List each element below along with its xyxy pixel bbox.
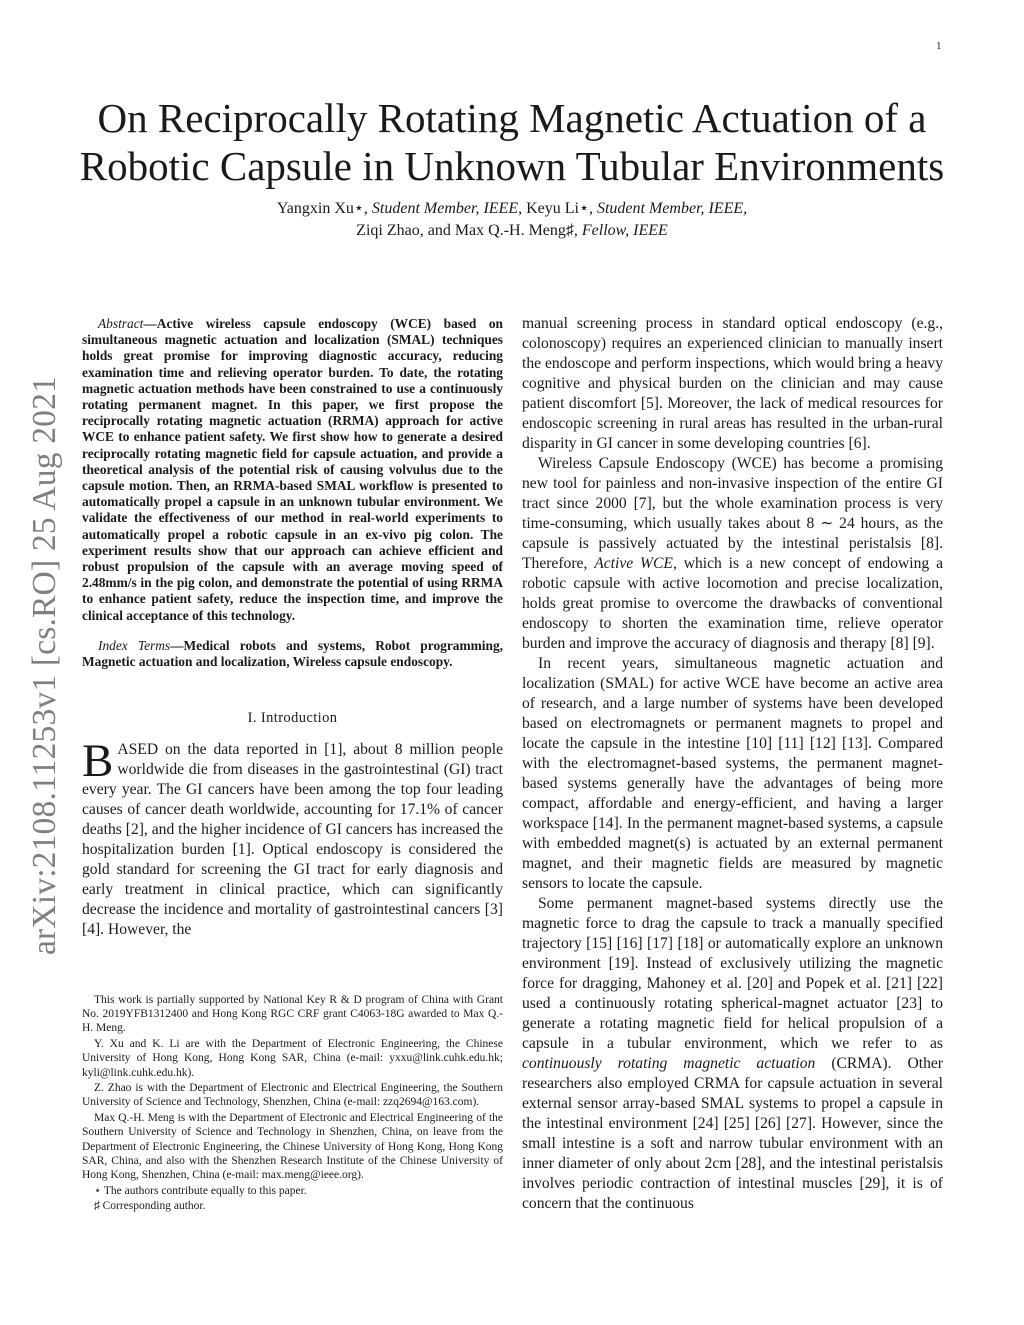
- author-list: [80, 198, 944, 242]
- intro-paragraph-5: [522, 894, 943, 1214]
- paragraph-text: Wireless Capsule Endoscopy (WCE) has become a promising new tool for painless and non-invasive inspection of the entire GI tract since 2000 [7], but the whole examination process is very time-consuming, which usually takes about 8 ∼ 24 hours, as the capsule is passively actuated by the intestinal peristalsis [8]. Therefore,: [522, 455, 943, 572]
- abstract-label: Abstract: [98, 316, 144, 331]
- page-number: 1: [936, 40, 942, 52]
- index-terms: [82, 638, 503, 670]
- author-line-1: [80, 198, 944, 220]
- section-heading-introduction: I. Introduction: [247, 710, 338, 727]
- left-column: [82, 316, 503, 940]
- paper-title: [60, 94, 964, 190]
- abstract-text: —Active wireless capsule endoscopy (WCE) based on simultaneous magnetic actuation and localization (SMAL) techniques holds great promise for improving diagnostic accuracy, reducing examination time and relieving operator burden. To date, the rotating magnetic actuation methods have been constrained to use a continuously rotating permanent magnet. In this paper, we first propose the reciprocally rotating magnetic actuation (RRMA) approach for active WCE to enhance patient safety. We first show how to generate a desired reciprocally rotating magnetic field for capsule actuation, and provide a theoretical analysis of the potential risk of causing volvulus due to the capsule motion. Then, an RRMA-based SMAL workflow is presented to automatically propel a capsule in an unknown tubular environment. We validate the effectiveness of our method in real-world experiments to automatically propel a robotic capsule in an ex-vivo pig colon. The experiment results show that our approach can achieve efficient and robust propulsion of the capsule with an average moving speed of 2.48mm/s in the pig colon, and demonstrate the potential of using RRMA to enhance patient safety, reduce the inspection time, and improve the clinical acceptance of this technology.: [82, 316, 503, 623]
- intro-paragraph-1: [82, 735, 503, 940]
- right-column: [522, 314, 943, 1214]
- equal-contribution-mark: ⋆,: [578, 200, 597, 217]
- footnote-corresponding-author: ♯ Corresponding author.: [94, 1200, 206, 1213]
- intro-paragraph-3: [522, 454, 943, 654]
- intro-paragraph-4: In recent years, simultaneous magnetic actuation and localization (SMAL) for active WCE have become an active area of research, and a large number of systems have been developed based on electromagnets or permanent magnets to propel and locate the capsule in the intestine [10] [11] [12] [13]. Compared with the electromagnet-based systems, the permanent magnet-based systems generally have the advantages of being more compact, affordable and energy-efficient, and having a larger workspace [14]. In the permanent magnet-based systems, a capsule with embedded magnet(s) is actuated by an external permanent magnet, and their magnetic fields are measured by magnetic sensors to locate the capsule.: [522, 655, 943, 892]
- footnote-affiliation-xu-li: Y. Xu and K. Li are with the Department of Electronic Engineering, the Chinese University of Hong Kong, Hong Kong SAR, China (e-mail: yxxu@link.cuhk.edu.hk; kyli@link.cuhk.edu.hk).: [82, 1038, 503, 1079]
- corresponding-author-mark: ♯,: [565, 222, 582, 239]
- author-role: Student Member, IEEE,: [596, 200, 748, 217]
- footnote-affiliation-meng: Max Q.-H. Meng is with the Department of Electronic and Electrical Engineering of the Southern University of Science and Technology in Shenzhen, China, on leave from the Department of Electronic Engineering, the Chinese University of Hong Kong, Hong Kong SAR, China, and also with the Shenzhen Research Institute of the Chinese University of Hong Kong, Shenzhen, China (e-mail: max.meng@ieee.org).: [82, 1112, 503, 1181]
- author-line-2: [80, 220, 944, 242]
- intro-paragraph-2: manual screening process in standard optical endoscopy (e.g., colonoscopy) requires an experienced clinician to manually insert the endoscope and perform inspections, which would bring a heavy cognitive and physical burden on the clinician and may cause patient discomfort [5]. Moreover, the lack of medical resources for endoscopic screening in rural areas has resulted in the urban-rural disparity in GI cancer in some developing countries [6].: [522, 315, 943, 452]
- paragraph-text: , which is a new concept of endowing a robotic capsule with active locomotion and precise localization, holds great promise to overcome the drawbacks of conventional endoscopy to shorten the examination time, relieve operator burden and improve the accuracy of diagnosis and therapy [8] [9].: [522, 555, 943, 652]
- footnote-equal-contribution: ⋆ The authors contribute equally to this paper.: [94, 1184, 307, 1197]
- emphasis-active-wce: Active WCE: [594, 555, 673, 572]
- title-line-1: On Reciprocally Rotating Magnetic Actuation of a: [97, 95, 927, 141]
- footnotes: [82, 993, 503, 1215]
- abstract-paragraph: [82, 316, 503, 624]
- index-terms-paragraph: [82, 638, 503, 670]
- intro-paragraph-1-text: ASED on the data reported in [1], about 8 million people worldwide die from diseases in the gastrointestinal (GI) tract every year. The GI cancers have been among the top four leading causes of cancer death worldwide, accounting for 17.1% of cancer deaths [2], and the higher incidence of GI cancers has increased the hospitalization burden [1]. Optical endoscopy is considered the gold standard for screening the GI tract for early diagnosis and early treatment in clinical practice, which can significantly decrease the incidence and mortality of gastrointestinal cancers [3] [4]. However, the: [82, 741, 503, 939]
- footnote-funding: This work is partially supported by National Key R & D program of China with Grant No. 2019YFB1312400 and Hong Kong RGC CRF grant C4063-18G awarded to Max Q.-H. Meng.: [82, 994, 503, 1035]
- footnote-affiliation-zhao: Z. Zhao is with the Department of Electronic and Electrical Engineering, the Southern University of Science and Technology, Shenzhen, China (e-mail: zzq2694@163.com).: [82, 1082, 503, 1109]
- arxiv-identifier[interactable]: arXiv:2108.11253v1 [cs.RO] 25 Aug 2021: [26, 376, 63, 955]
- author-names: Ziqi Zhao, and Max Q.-H. Meng: [356, 222, 566, 239]
- author-role: Student Member, IEEE,: [371, 200, 523, 217]
- equal-contribution-mark: ⋆,: [353, 200, 372, 217]
- index-terms-label: Index Terms: [98, 637, 171, 653]
- drop-cap: B: [82, 735, 114, 788]
- title-line-2: Robotic Capsule in Unknown Tubular Environments: [79, 143, 945, 189]
- author-name: Yangxin Xu: [276, 200, 354, 217]
- author-role: Fellow, IEEE: [581, 222, 668, 239]
- index-terms-text: —Medical robots and systems, Robot programming, Magnetic actuation and localization, Wireless capsule endoscopy.: [82, 637, 503, 670]
- paragraph-text: Some permanent magnet-based systems directly use the magnetic force to drag the capsule to track a manually specified trajectory [15] [16] [17] [18] or automatically explore an unknown environment [19]. Instead of exclusively utilizing the magnetic force for dragging, Mahoney et al. [20] and Popek et al. [21] [22] used a continuously rotating spherical-magnet actuator [23] to generate a rotating magnetic field for helical propulsion of a capsule in a tubular environment, which we refer to as: [522, 895, 943, 1052]
- author-name: Keyu Li: [522, 200, 579, 217]
- paragraph-text: (CRMA). Other researchers also employed CRMA for capsule actuation in several external sensor array-based SMAL systems to propel a capsule in the intestinal environment [24] [25] [26] [27]. However, since the small intestine is a soft and narrow tubular environment with an inner diameter of only about 2cm [28], and the intestinal peristalsis involves periodic contraction of intestinal muscles [29], it is of concern that the continuous: [522, 1055, 944, 1212]
- abstract: [82, 316, 503, 624]
- emphasis-crma: continuously rotating magnetic actuation: [522, 1055, 816, 1072]
